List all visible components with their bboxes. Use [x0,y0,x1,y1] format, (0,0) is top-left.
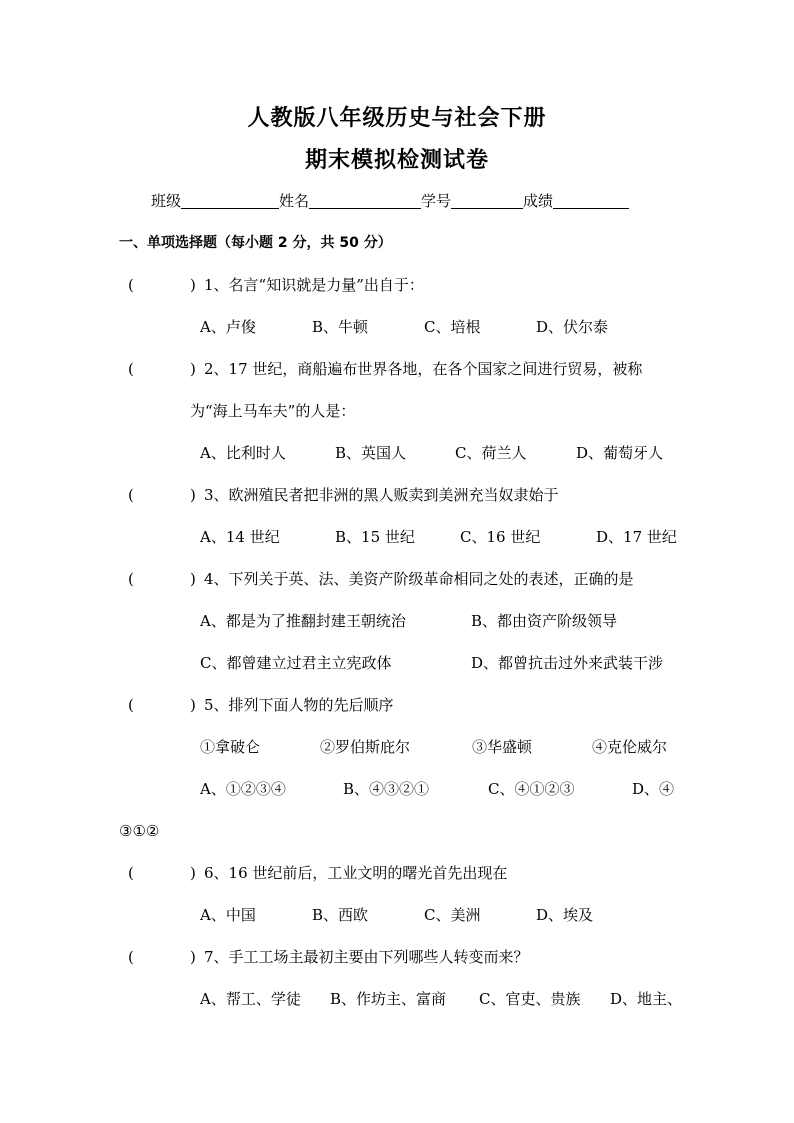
q7-option-b[interactable]: B、作坊主、富商 [330,990,447,1008]
q1-option-a[interactable]: A、卢俊 [200,318,256,336]
answer-paren-open: ( [128,486,134,504]
q2-option-c[interactable]: C、荷兰人 [455,444,527,462]
answer-paren-open: ( [128,360,134,378]
answer-paren-close: ) [190,276,196,294]
q5-person-3: ③华盛顿 [472,738,533,756]
exam-subtitle: 期末模拟检测试卷 [304,147,489,173]
question-1-text: 1、名言“知识就是力量”出自于： [204,276,424,294]
q5-option-d-wrap: ③①② [119,822,160,840]
answer-paren-close: ) [190,948,196,966]
q3-option-c[interactable]: C、16 世纪 [460,528,541,546]
question-5-text: 5、排列下面人物的先后顺序 [204,696,394,714]
q5-option-b[interactable]: B、④③②① [343,780,430,798]
q2-option-a[interactable]: A、比利时人 [200,444,286,462]
answer-paren-open: ( [128,276,134,294]
question-4-text: 4、下列关于英、法、美资产阶级革命相同之处的表述，正确的是 [204,570,634,588]
answer-paren-close: ) [190,864,196,882]
q4-option-c[interactable]: C、都曾建立过君主立宪政体 [200,654,392,672]
section-heading: 一、单项选择题（每小题 2 分，共 50 分） [119,235,392,251]
question-2-text-cont: 为“海上马车夫”的人是： [190,402,356,420]
q5-person-4: ④克伦威尔 [592,738,668,756]
score-label: 成绩 [523,192,554,210]
class-label: 班级 [151,192,182,210]
q4-option-d[interactable]: D、都曾抗击过外来武装干涉 [471,654,664,672]
question-7-text: 7、手工工场主最初主要由下列哪些人转变而来？ [204,948,529,966]
answer-paren-close: ) [190,360,196,378]
answer-paren-open: ( [128,696,134,714]
exam-title: 人教版八年级历史与社会下册 [247,105,547,131]
q4-option-a[interactable]: A、都是为了推翻封建王朝统治 [200,612,406,630]
q3-option-d[interactable]: D、17 世纪 [596,528,677,546]
q5-person-2: ②罗伯斯庇尔 [320,738,411,756]
question-3-text: 3、欧洲殖民者把非洲的黑人贩卖到美洲充当奴隶始于 [204,486,559,504]
q2-option-d[interactable]: D、葡萄牙人 [576,444,664,462]
q6-option-a[interactable]: A、中国 [200,906,256,924]
q1-option-b[interactable]: B、牛顿 [312,318,369,336]
answer-paren-open: ( [128,864,134,882]
id-blank[interactable] [451,192,523,209]
q1-option-d[interactable]: D、伏尔泰 [536,318,609,336]
q5-option-c[interactable]: C、④①②③ [488,780,575,798]
q7-option-d[interactable]: D、地主、 [610,990,683,1008]
q3-option-a[interactable]: A、14 世纪 [200,528,280,546]
answer-paren-close: ) [190,486,196,504]
q3-option-b[interactable]: B、15 世纪 [335,528,415,546]
q2-option-b[interactable]: B、英国人 [335,444,407,462]
q7-option-a[interactable]: A、帮工、学徒 [200,990,301,1008]
q5-option-d[interactable]: D、④ [632,780,675,798]
q5-person-1: ①拿破仑 [200,738,261,756]
student-info-row [151,191,629,211]
q6-option-b[interactable]: B、西欧 [312,906,369,924]
name-label: 姓名 [279,192,310,210]
answer-paren-open: ( [128,570,134,588]
q7-option-c[interactable]: C、官吏、贵族 [479,990,581,1008]
q5-option-a[interactable]: A、①②③④ [200,780,286,798]
score-blank[interactable] [553,192,629,209]
answer-paren-open: ( [128,948,134,966]
q6-option-c[interactable]: C、美洲 [424,906,481,924]
q1-option-c[interactable]: C、培根 [424,318,481,336]
q6-option-d[interactable]: D、埃及 [536,906,594,924]
question-2-text: 2、17 世纪，商船遍布世界各地，在各个国家之间进行贸易，被称 [204,360,643,378]
id-label: 学号 [421,192,452,210]
answer-paren-close: ) [190,696,196,714]
q4-option-b[interactable]: B、都由资产阶级领导 [471,612,618,630]
question-6-text: 6、16 世纪前后，工业文明的曙光首先出现在 [204,864,508,882]
name-blank[interactable] [309,192,421,209]
class-blank[interactable] [181,192,279,209]
answer-paren-close: ) [190,570,196,588]
